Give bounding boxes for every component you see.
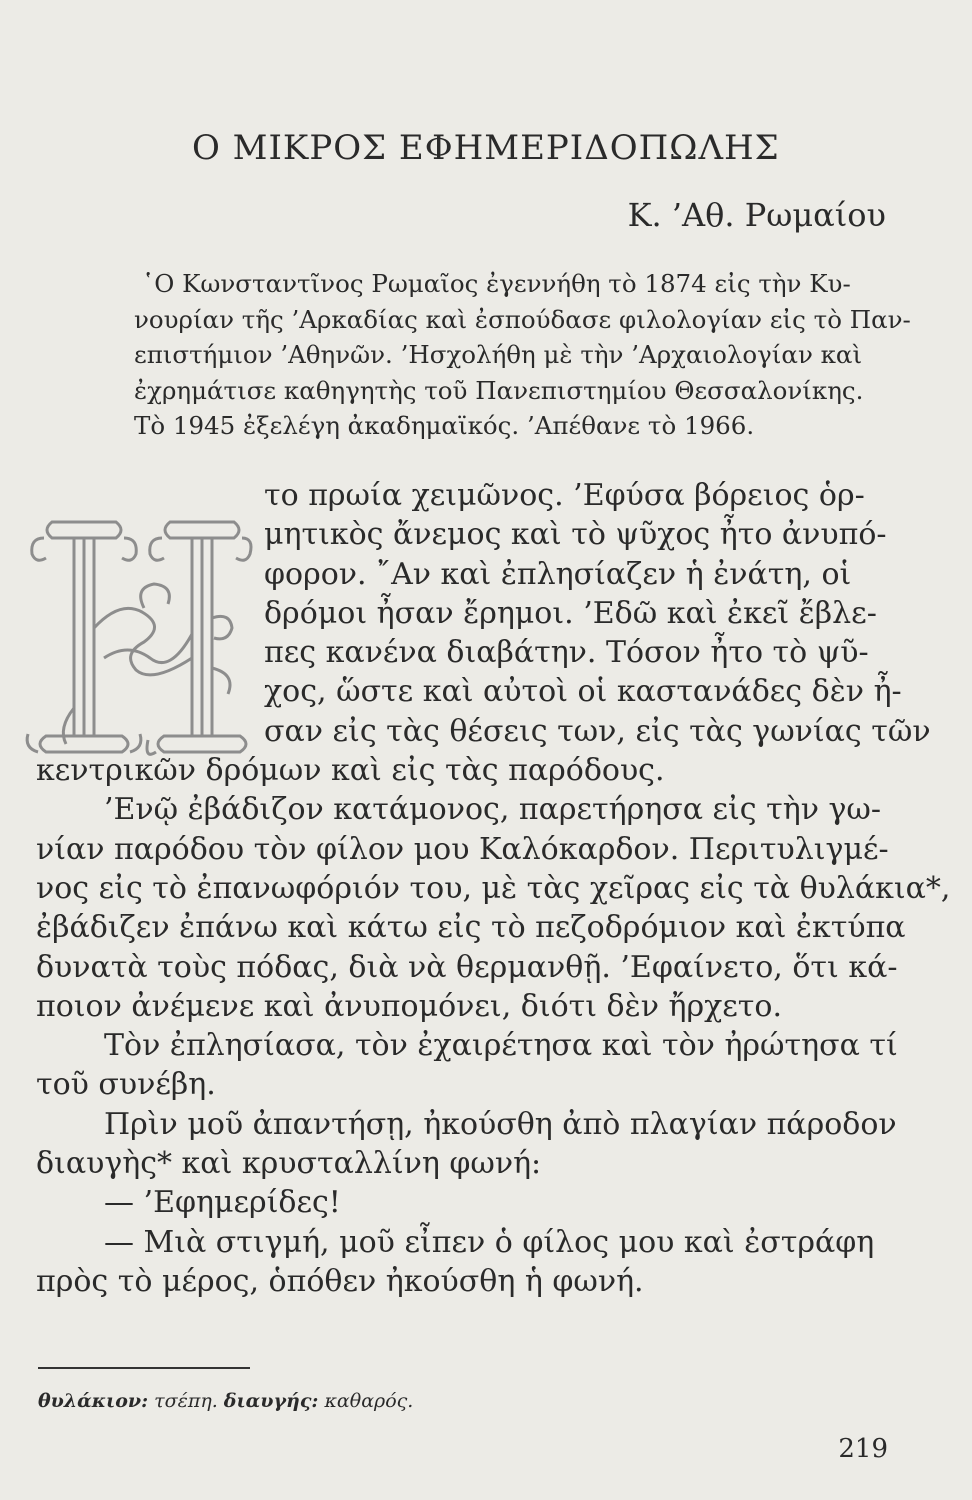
text-line: πες κανένα διαβάτην. Τόσον ἦτο τὸ ψῦ-	[264, 635, 869, 671]
text-line: μητικὸς ἄνεμος καὶ τὸ ψῦχος ἦτο ἀνυπό-	[264, 517, 887, 553]
text-line: ἐβάδιζεν ἐπάνω καὶ κάτω εἰς τὸ πεζοδρόμιον καὶ ἐκτύπα	[36, 910, 906, 946]
text-line: σαν εἰς τὰς θέσεις των, εἰς τὰς γωνίας τῶν	[264, 713, 931, 749]
text-line: Πρὶν μοῦ ἀπαντήσῃ, ἠκούσθη ἀπὸ πλαγίαν πάροδον	[104, 1106, 897, 1142]
text-line: πρὸς τὸ μέρος, ὁπόθεν ἠκούσθη ἡ φωνή.	[36, 1263, 644, 1299]
text-line: — ’Εφημερίδες!	[104, 1185, 341, 1221]
story-title: Ο ΜΙΚΡΟΣ ΕΦΗΜΕΡΙΔΟΠΩΛΗΣ	[192, 128, 780, 168]
author-bio	[134, 266, 911, 444]
text-line: — Μιὰ στιγμή, μοῦ εἶπεν ὁ φίλος μου καὶ ἐστράφη	[104, 1224, 875, 1260]
footnote-definition: καθαρός.	[324, 1390, 414, 1412]
text-line: νος εἰς τὸ ἐπανωφόριόν του, μὲ τὰς χεῖρας εἰς τὰ θυλάκια*,	[36, 870, 951, 906]
footnote	[38, 1390, 413, 1412]
bio-line: επιστήμιον ’Αθηνῶν. ’Ησχολήθη μὲ τὴν ’Αρχαιολογίαν καὶ	[134, 340, 863, 369]
footnote-term: θυλάκιον:	[38, 1390, 149, 1412]
bio-line: νουρίαν τῆς ’Αρκαδίας καὶ ἐσπούδασε φιλολογίαν εἰς τὸ Παν-	[134, 304, 911, 334]
text-line: κεντρικῶν δρόμων καὶ εἰς τὰς παρόδους.	[36, 753, 665, 789]
text-line: δυνατὰ τοὺς πόδας, διὰ νὰ θερμανθῇ. ’Εφαίνετο, ὅτι κά-	[36, 949, 898, 985]
bio-line: ῾Ο Κωνσταντῖνος Ρωμαῖος ἐγεννήθη τὸ 1874 εἰς τὴν Κυ-	[142, 269, 851, 298]
text-line: τοῦ συνέβη.	[36, 1067, 216, 1103]
text-line: διαυγὴς* καὶ κρυσταλλίνη φωνή:	[36, 1146, 542, 1182]
footnote-divider	[38, 1367, 250, 1369]
text-line: ’Ενῷ ἐβάδιζον κατάμονος, παρετήρησα εἰς τὴν γω-	[104, 792, 882, 828]
footnote-term: διαυγής:	[223, 1390, 319, 1412]
text-line: φορον. ῎Αν καὶ ἐπλησίαζεν ἡ ἐνάτη, οἱ	[264, 556, 852, 592]
text-line: το πρωία χειμῶνος. ’Εφύσα βόρειος ὁρ-	[264, 478, 865, 513]
text-line: χος, ὥστε καὶ αὐτοὶ οἱ καστανάδες δὲν ἦ-	[264, 674, 902, 710]
text-line: δρόμοι ἦσαν ἔρημοι. ’Εδῶ καὶ ἐκεῖ ἔβλε-	[264, 595, 877, 631]
story-body	[36, 476, 951, 1301]
page-number: 219	[838, 1434, 888, 1464]
bio-line: ἐχρημάτισε καθηγητὴς τοῦ Πανεπιστημίου Θεσσαλονίκης.	[134, 375, 864, 405]
text-line: νίαν παρόδου τὸν φίλον μου Καλόκαρδον. Περιτυλιγμέ-	[36, 831, 889, 867]
bio-line: Τὸ 1945 ἐξελέγη ἀκαδημαϊκός. ’Απέθανε τὸ 1966.	[134, 411, 755, 440]
author-name: Κ. ’Αθ. Ρωμαίου	[627, 196, 886, 234]
footnote-definition: τσέπη.	[154, 1390, 218, 1412]
text-line: Τὸν ἐπλησίασα, τὸν ἐχαιρέτησα καὶ τὸν ἠρώτησα τί	[104, 1028, 898, 1064]
text-line: ποιον ἀνέμενε καὶ ἀνυπομόνει, διότι δὲν ἤρχετο.	[36, 988, 783, 1024]
